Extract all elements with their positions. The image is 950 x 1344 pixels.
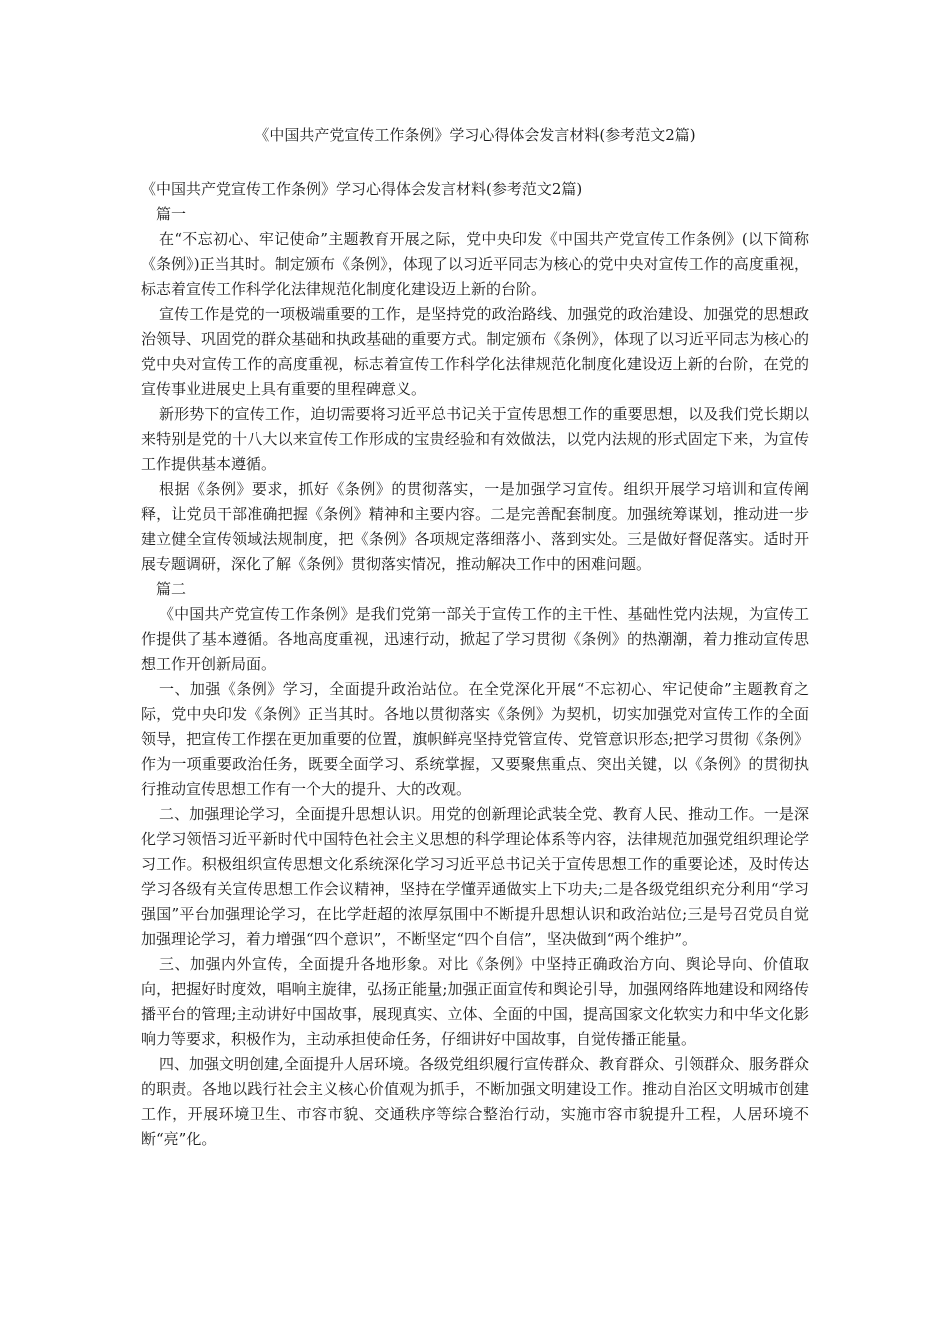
paragraph: 一、加强《条例》学习，全面提升政治站位。在全党深化开展“不忘初心、牢记使命”主题教育之际，党中央印发《条例》正当其时。各地以贯彻落实《条例》为契机，切实加强党对宣传工作的全面领导，把宣传工作摆在更加重要的位置，旗帜鲜亮坚持党管宣传、党管意识形态;把学习贯彻《条例》作为一项重要政治任务，既要全面学习、系统掌握，又要聚焦重点、突出关键，以《条例》的贯彻执行推动宣传思想工作有一个大的提升、大的改观。	[141, 680, 809, 798]
paragraph: 新形势下的宣传工作，迫切需要将习近平总书记关于宣传思想工作的重要思想，以及我们党长期以来特别是党的十八大以来宣传工作形成的宝贵经验和有效做法，以党内法规的形式固定下来，为宣传工作提供基本遵循。	[141, 405, 809, 473]
paragraph: 根据《条例》要求，抓好《条例》的贯彻落实，一是加强学习宣传。组织开展学习培训和宣传阐释，让党员干部准确把握《条例》精神和主要内容。二是完善配套制度。加强统筹谋划，推动进一步建立健全宣传领域法规制度，把《条例》各项规定落细落小、落到实处。三是做好督促落实。适时开展专题调研，深化了解《条例》贯彻落实情况，推动解决工作中的困难问题。	[141, 480, 809, 573]
paragraph: 在“不忘初心、牢记使命”主题教育开展之际，党中央印发《中国共产党宣传工作条例》(以下简称《条例》)正当其时。制定颁布《条例》，体现了以习近平同志为核心的党中央对宣传工作的高度重视，标志着宣传工作科学化法律规范化制度化建设迈上新的台阶。	[141, 230, 809, 298]
paragraph: 《中国共产党宣传工作条例》是我们党第一部关于宣传工作的主干性、基础性党内法规，为宣传工作提供了基本遵循。各地高度重视，迅速行动，掀起了学习贯彻《条例》的热潮潮，着力推动宣传思想工作开创新局面。	[141, 605, 809, 673]
paragraph: 宣传工作是党的一项极端重要的工作，是坚持党的政治路线、加强党的政治建设、加强党的思想政治领导、巩固党的群众基础和执政基础的重要方式。制定颁布《条例》，体现了以习近平同志为核心的党中央对宣传工作的高度重视，标志着宣传工作科学化法律规范化制度化建设迈上新的台阶，在党的宣传事业进展史上具有重要的里程碑意义。	[141, 305, 809, 398]
paragraph: 二、加强理论学习，全面提升思想认识。用党的创新理论武装全党、教育人民、推动工作。一是深化学习领悟习近平新时代中国特色社会主义思想的科学理论体系等内容，法律规范加强党组织理论学习工作。积极组织宣传思想文化系统深化学习习近平总书记关于宣传思想工作的重要论述，及时传达学习各级有关宣传思想工作会议精神，坚持在学懂弄通做实上下功夫;二是各级党组织充分利用“学习强国”平台加强理论学习，在比学赶超的浓厚氛围中不断提升思想认识和政治站位;三是号召党员自觉加强理论学习，着力增强“四个意识”，不断坚定“四个自信”，坚决做到“两个维护”。	[141, 805, 809, 948]
document-body	[141, 177, 809, 1152]
paragraph: 四、加强文明创建,全面提升人居环境。各级党组织履行宣传群众、教育群众、引领群众、服务群众的职责。各地以践行社会主义核心价值观为抓手，不断加强文明建设工作。推动自治区文明城市创建工作，开展环境卫生、市容市貌、交通秩序等综合整治行动，实施市容市貌提升工程，人居环境不断“亮”化。	[141, 1055, 809, 1148]
paragraph: 三、加强内外宣传，全面提升各地形象。对比《条例》中坚持正确政治方向、舆论导向、价值取向，把握好时度效，唱响主旋律，弘扬正能量;加强正面宣传和舆论引导，加强网络阵地建设和网络传播平台的管理;主动讲好中国故事，展现真实、立体、全面的中国，提高国家文化软实力和中华文化影响力等要求，积极作为，主动承担使命任务，仔细讲好中国故事，自觉传播正能量。	[141, 955, 809, 1048]
document-title: 《中国共产党宣传工作条例》学习心得体会发言材料(参考范文2篇)	[254, 126, 696, 144]
document-subtitle: 《中国共产党宣传工作条例》学习心得体会发言材料(参考范文2篇)	[141, 180, 583, 198]
section-heading-2: 篇二	[156, 580, 187, 598]
section-heading-1: 篇一	[156, 205, 187, 223]
